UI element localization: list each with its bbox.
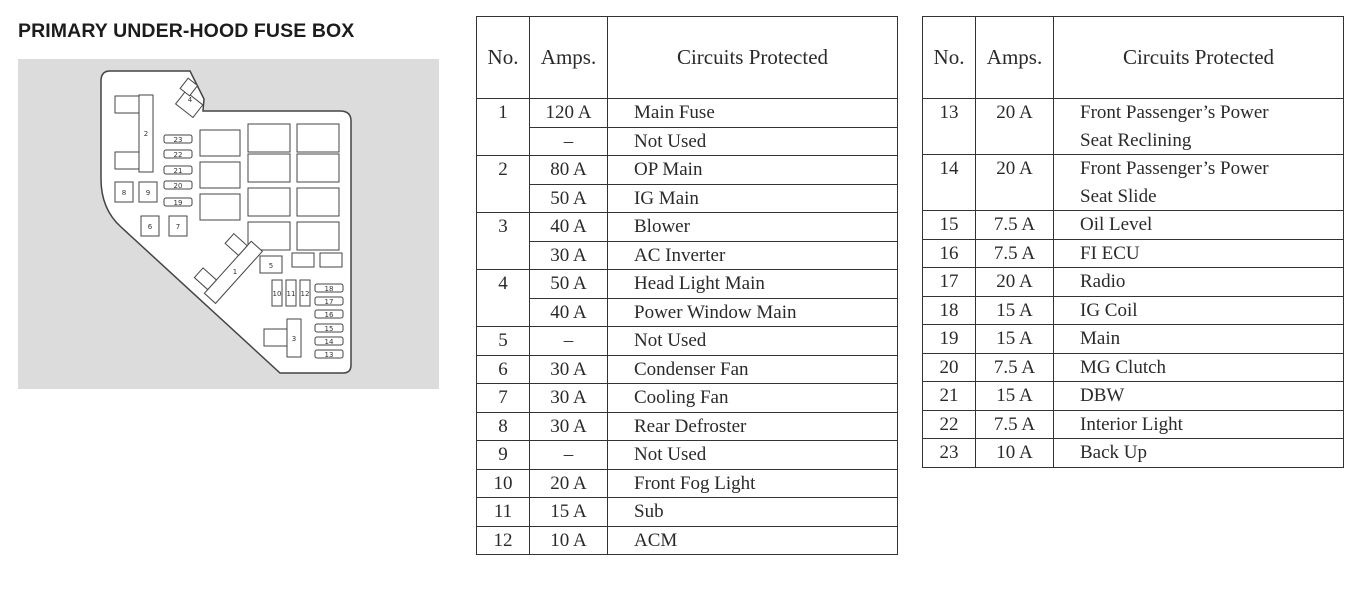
fuse-circuit: Head Light Main [608,270,898,299]
fuse-circuit-line: Front Passenger’s Power [1080,102,1269,123]
table-row [923,239,1344,268]
fuse-label-19: 19 [173,199,183,207]
fuse-circuit: ACM [608,526,898,555]
fuse-circuit: Power Window Main [608,298,898,327]
fuse-number: 3 [477,213,530,270]
table-row [477,469,898,498]
fuse-circuit-line: Seat Slide [1080,185,1157,207]
fuse-circuit-line: Back Up [1080,442,1148,463]
page-title: PRIMARY UNDER-HOOD FUSE BOX [18,20,355,42]
fuse-label-7: 7 [175,223,181,231]
fuse-number: 5 [477,327,530,356]
table-row [477,184,898,213]
fuse-number: 18 [923,296,976,325]
header-amps: Amps. [530,17,608,99]
fuse-number: 20 [923,353,976,382]
fuse-circuit: Rear Defroster [608,412,898,441]
fuse-amps: 7.5 A [976,410,1054,439]
fuse-circuit [1054,325,1344,354]
fuse-label-5: 5 [268,262,274,270]
fuse-circuit [1054,211,1344,240]
fuse-amps: 30 A [530,241,608,270]
fuse-table-right [922,16,1344,468]
fuse-circuit [1054,439,1344,468]
fuse-amps: 20 A [976,99,1054,155]
fuse-amps: 10 A [530,526,608,555]
fuse-label-14: 14 [324,338,334,346]
table-row [923,99,1344,155]
fuse-amps: 15 A [976,382,1054,411]
table-row [477,412,898,441]
fuse-circuit [1054,296,1344,325]
fuse-amps: – [530,327,608,356]
fuse-number: 10 [477,469,530,498]
fuse-number: 14 [923,155,976,211]
fuse-circuit: IG Main [608,184,898,213]
fuse-table-left [476,16,898,555]
fuse-circuit [1054,268,1344,297]
fuse-circuit [1054,353,1344,382]
header-amps: Amps. [976,17,1054,99]
fuse-circuit: OP Main [608,156,898,185]
fuse-box-drawing [18,59,439,389]
fuse-number: 11 [477,498,530,527]
fuse-number: 19 [923,325,976,354]
fuse-number: 12 [477,526,530,555]
fuse-amps: 40 A [530,298,608,327]
table-row [923,155,1344,211]
fuse-label-22: 22 [173,151,183,159]
fuse-number: 4 [477,270,530,327]
table-row [477,241,898,270]
fuse-circuit [1054,239,1344,268]
fuse-label-21: 21 [173,167,183,175]
fuse-amps: 50 A [530,270,608,299]
fuse-amps: – [530,441,608,470]
table-row [477,270,898,299]
fuse-amps: 30 A [530,384,608,413]
table-row [923,382,1344,411]
fuse-number: 15 [923,211,976,240]
table-row [477,298,898,327]
table-row [477,498,898,527]
fuse-circuit [1054,99,1344,155]
header-no: No. [923,17,976,99]
fuse-label-16: 16 [324,311,334,319]
table-row [477,526,898,555]
fuse-circuit [1054,155,1344,211]
fuse-circuit-line: Oil Level [1080,214,1153,235]
fuse-circuit: Blower [608,213,898,242]
fuse-label-2: 2 [143,130,149,138]
fuse-circuit: Sub [608,498,898,527]
fuse-label-23: 23 [173,136,183,144]
fuse-circuit: AC Inverter [608,241,898,270]
fuse-amps: 7.5 A [976,353,1054,382]
fuse-label-20: 20 [173,182,183,190]
fuse-circuit-line: Radio [1080,271,1126,292]
header-no: No. [477,17,530,99]
fuse-amps: 15 A [530,498,608,527]
header-circuits: Circuits Protected [608,17,898,99]
fuse-amps: 120 A [530,99,608,128]
fuse-amps: 30 A [530,355,608,384]
fuse-amps: 30 A [530,412,608,441]
fuse-amps: 15 A [976,296,1054,325]
table-row [477,327,898,356]
fuse-label-10: 10 [272,290,282,298]
fuse-circuit: Not Used [608,327,898,356]
fuse-label-18: 18 [324,285,334,293]
fuse-label-12: 12 [300,290,310,298]
fuse-number: 21 [923,382,976,411]
fuse-circuit-line: Main [1080,328,1121,349]
fuse-number: 2 [477,156,530,213]
fuse-number: 16 [923,239,976,268]
fuse-amps: 20 A [976,155,1054,211]
fuse-number: 9 [477,441,530,470]
fuse-amps: 40 A [530,213,608,242]
fuse-circuit-line: Seat Reclining [1080,129,1192,151]
fuse-circuit-line: IG Coil [1080,299,1138,321]
table-row [923,268,1344,297]
table-row [477,441,898,470]
fuse-amps: 7.5 A [976,211,1054,240]
fuse-table-right-body [923,99,1344,468]
fuse-number: 6 [477,355,530,384]
table-row [923,439,1344,468]
table-row [923,410,1344,439]
table-row [923,296,1344,325]
fuse-label-3: 3 [291,335,297,343]
fuse-circuit: Front Fog Light [608,469,898,498]
fuse-number: 13 [923,99,976,155]
fuse-number: 23 [923,439,976,468]
fuse-label-6: 6 [147,223,153,231]
fuse-label-9: 9 [145,189,151,197]
fuse-circuit: Cooling Fan [608,384,898,413]
fuse-circuit-line: MG Clutch [1080,356,1167,378]
fuse-circuit [1054,382,1344,411]
fuse-label-13: 13 [324,351,334,359]
fuse-table-left-body [477,99,898,555]
fuse-label-11: 11 [286,290,296,298]
table-row [477,156,898,185]
fuse-number: 17 [923,268,976,297]
fuse-amps: 20 A [530,469,608,498]
fuse-circuit: Not Used [608,127,898,156]
fuse-3-tab [264,329,288,346]
fuse-circuit-line: DBW [1080,385,1125,406]
fuse-label-4: 4 [187,96,193,104]
fuse-circuit [1054,410,1344,439]
fuse-amps: – [530,127,608,156]
fuse-box-diagram [18,59,439,389]
fuse-label-1: 1 [232,268,238,276]
fuse-label-17: 17 [324,298,334,306]
small-relay-b [320,253,342,267]
fuse-circuit: Not Used [608,441,898,470]
fuse-amps: 20 A [976,268,1054,297]
fuse-number: 7 [477,384,530,413]
fuse-circuit: Condenser Fan [608,355,898,384]
fuse-amps: 50 A [530,184,608,213]
fuse-label-8: 8 [121,189,127,197]
fuse-2-tab-top [115,96,139,113]
fuse-amps: 10 A [976,439,1054,468]
fuse-number: 8 [477,412,530,441]
fuse-amps: 7.5 A [976,239,1054,268]
fuse-number: 22 [923,410,976,439]
fuse-circuit-line: FI ECU [1080,242,1140,264]
fuse-number: 1 [477,99,530,156]
fuse-amps: 15 A [976,325,1054,354]
table-row [477,213,898,242]
table-row [923,211,1344,240]
fuse-2-tab-bottom [115,152,139,169]
table-row [923,353,1344,382]
fuse-amps: 80 A [530,156,608,185]
fuse-label-15: 15 [324,325,334,333]
small-relay-a [292,253,314,267]
table-row [923,325,1344,354]
table-row [477,127,898,156]
header-circuits: Circuits Protected [1054,17,1344,99]
fuse-circuit: Main Fuse [608,99,898,128]
fuse-circuit-line: Interior Light [1080,413,1183,435]
table-row [477,384,898,413]
table-row [477,99,898,128]
table-row [477,355,898,384]
fuse-circuit-line: Front Passenger’s Power [1080,158,1269,179]
